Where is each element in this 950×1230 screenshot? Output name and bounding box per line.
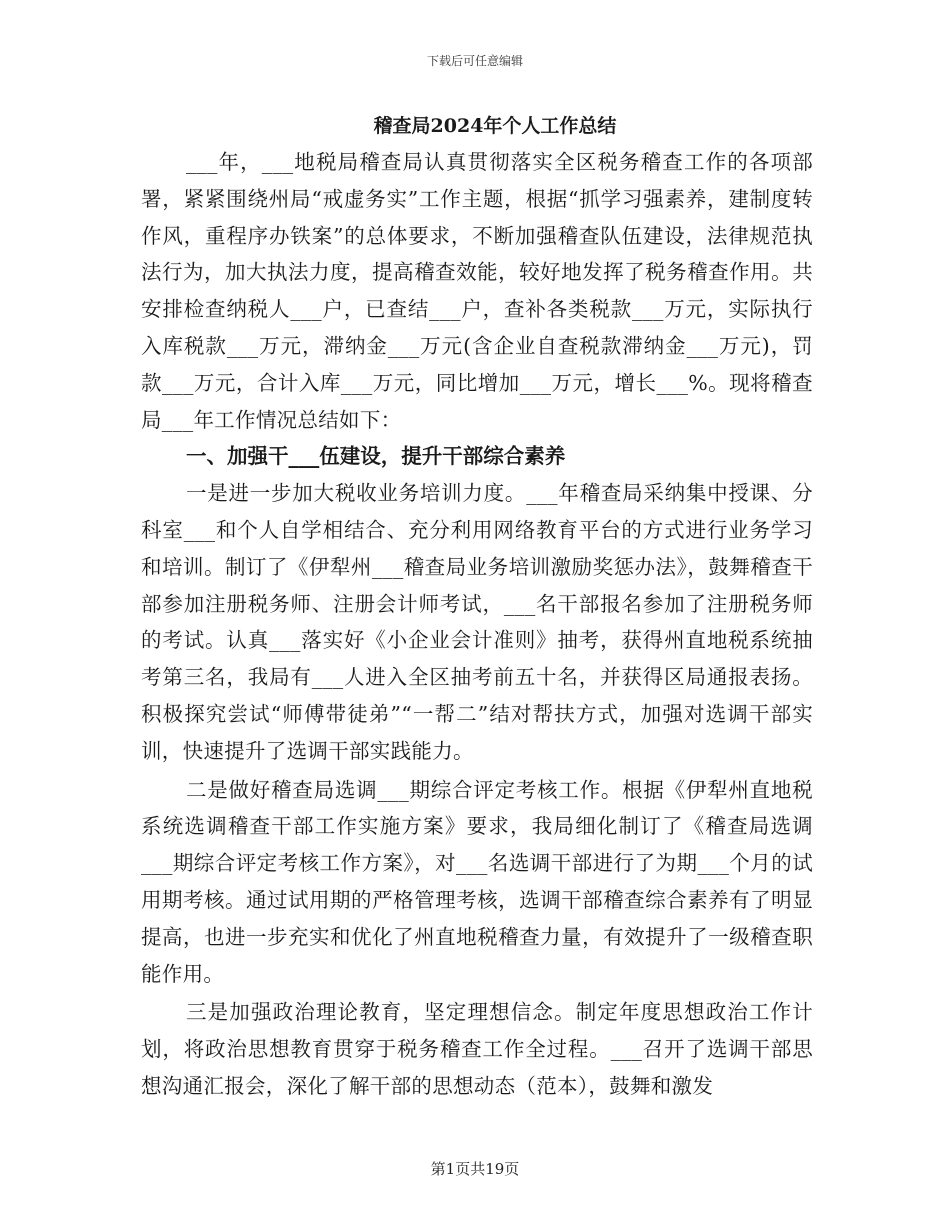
document-body xyxy=(141,108,813,1105)
section-heading-1: 一、加强干___伍建设，提升干部综合素养 xyxy=(186,444,566,469)
paragraph-3: 三是加强政治理论教育，坚定理想信念。制定年度思想政治工作计划，将政治思想教育贯穿于税务稽查工作全过程。___召开了选调干部思想沟通汇报会，深化了解干部的思想动态（范本），鼓舞和激发 xyxy=(141,1000,813,1098)
paragraph-1: 一是进一步加大税收业务培训力度。___年稽查局采纳集中授课、分科室___和个人自学相结合、充分利用网络教育平台的方式进行业务学习和培训。制订了《伊犁州___稽查局业务培训激励奖惩办法》，鼓舞稽查干部参加注册税务师、注册会计师考试，___名干部报名参加了注册税务师的考试。认真___落实好《小企业会计准则》抽考，获得州直地税系统抽考第三名，我局有___人进入全区抽考前五十名，并获得区局通报表扬。积极探究尝试“师傅带徒弟”“一帮二”结对帮扶方式，加强对选调干部实训，快速提升了选调干部实践能力。 xyxy=(141,481,813,763)
paragraph-2: 二是做好稽查局选调___期综合评定考核工作。根据《伊犁州直地税系统选调稽查干部工作实施方案》要求，我局细化制订了《稽查局选调___期综合评定考核工作方案》，对___名选调干部进行了为期___个月的试用期考核。通过试用期的严格管理考核，选调干部稽查综合素养有了明显提高，也进一步充实和优化了州直地税稽查力量，有效提升了一级稽查职能作用。 xyxy=(141,777,813,986)
page-header-note: 下载后可任意编辑 xyxy=(426,54,523,68)
page-number: 第1页共19页 xyxy=(430,1160,520,1178)
document-title: 稽查局2024年个人工作总结 xyxy=(373,115,617,137)
intro-paragraph: ___年，___地税局稽查局认真贯彻落实全区税务稽查工作的各项部署，紧紧围绕州局“戒虚务实”工作主题，根据“抓学习强素养，建制度转作风，重程序办铁案”的总体要求，不断加强稽查队伍建设，法律规范执法行为，加大执法力度，提高稽查效能，较好地发挥了税务稽查作用。共安排检查纳税人___户，已查结___户，查补各类税款___万元，实际执行入库税款___万元，滞纳金___万元(含企业自查税款滞纳金___万元)，罚款___万元，合计入库___万元，同比增加___万元，增长___%。现将稽查局___年工作情况总结如下： xyxy=(141,150,813,432)
